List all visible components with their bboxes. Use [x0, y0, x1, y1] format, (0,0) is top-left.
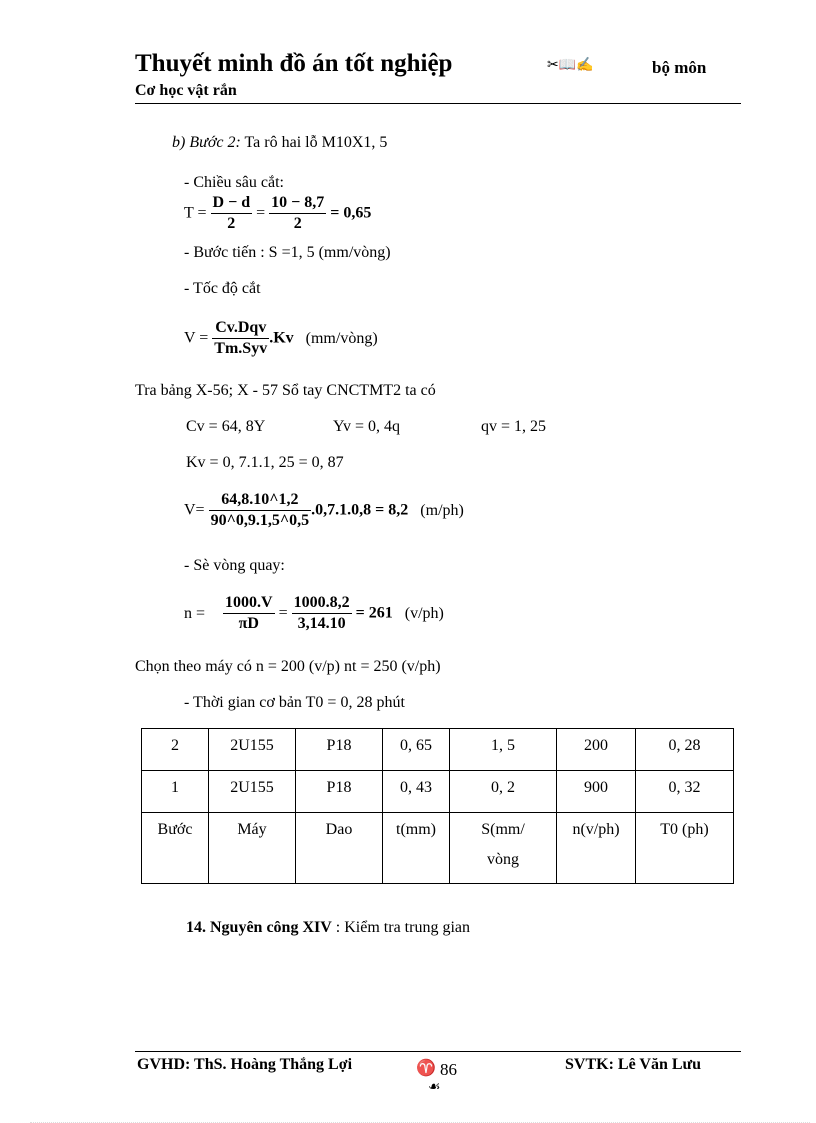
table-header-cell: n(v/ph): [557, 813, 636, 884]
table-cell: 2U155: [209, 771, 296, 813]
formula-V2-tail: .0,7.1.0,8 = 8,2: [311, 501, 409, 519]
formula-T-result: = 0,65: [330, 204, 372, 222]
fraction-denominator: 2: [227, 215, 236, 232]
fraction-rpm-values: [292, 593, 352, 634]
coef-yv: Yv = 0, 4q: [333, 418, 400, 435]
table-cell: 200: [557, 729, 636, 771]
document-subtitle: Cơ học vật rắn: [135, 82, 237, 99]
fraction-denominator: 3,14.10: [297, 615, 346, 632]
table-cell: P18: [296, 729, 383, 771]
table-header-cell: [450, 813, 557, 884]
formula-depth: [184, 193, 371, 234]
step-label: b) Bước 2:: [172, 134, 241, 151]
fraction-speed: [212, 318, 269, 359]
table-cell: 0, 43: [383, 771, 450, 813]
table-cell: 900: [557, 771, 636, 813]
table-cell: 2: [142, 729, 209, 771]
fraction-numerator: D − d: [211, 193, 253, 214]
footer-rule: [135, 1051, 741, 1052]
formula-speed: [184, 318, 378, 359]
formula-speed-values: [184, 490, 464, 531]
fraction-denominator: 90^0,9.1,5^0,5: [210, 512, 310, 529]
fraction-numerator: 1000.V: [223, 593, 275, 614]
department-label: bộ môn: [652, 58, 707, 77]
formula-n-lhs: n =: [184, 604, 206, 622]
fraction-numerator: 1000.8,2: [292, 593, 352, 614]
coef-kv: Kv = 0, 7.1.1, 25 = 0, 87: [186, 454, 344, 471]
formula-n-result: = 261: [355, 604, 393, 622]
formula-n-unit: (v/ph): [404, 604, 444, 622]
formula-V-unit: (mm/vòng): [305, 329, 378, 347]
table-header-cell: Máy: [209, 813, 296, 884]
feed-text: - Bước tiến : S =1, 5 (mm/vòng): [184, 244, 391, 261]
section-text: : Kiểm tra trung gian: [331, 919, 470, 936]
formula-n-eq: =: [278, 604, 288, 622]
header-s-line1: S(mm/: [481, 821, 525, 838]
machining-table: [141, 728, 734, 884]
fraction-numerator: 10 − 8,7: [269, 193, 326, 214]
section-heading: [186, 919, 470, 937]
footer-flourish-icon: ☙: [428, 1080, 441, 1095]
fraction-denominator: πD: [238, 615, 259, 632]
table-cell: 0, 2: [450, 771, 557, 813]
table-cell: P18: [296, 771, 383, 813]
choose-text: Chọn theo máy có n = 200 (v/p) nt = 250 (v/ph): [135, 658, 441, 675]
depth-label: - Chiều sâu cắt:: [184, 174, 284, 191]
basic-time-text: - Thời gian cơ bản T0 = 0, 28 phút: [184, 694, 405, 711]
fraction-denominator: 2: [293, 215, 302, 232]
table-cell: 0, 28: [636, 729, 734, 771]
footer-ornament-icon: ♈: [416, 1060, 436, 1077]
fraction-denominator: Tm.Syv: [214, 340, 268, 357]
lookup-text: Tra bảng X-56; X - 57 Sổ tay CNCTMT2 ta có: [135, 382, 436, 399]
step-text: Ta rô hai lỗ M10X1, 5: [240, 134, 388, 151]
table-cell: 2U155: [209, 729, 296, 771]
header-ornament-icon: ✂📖✍: [547, 58, 594, 73]
header-rule: [135, 103, 741, 104]
table-header-cell: t(mm): [383, 813, 450, 884]
fraction-values: [269, 193, 326, 234]
fraction-numerator: Cv.Dqv: [212, 318, 269, 339]
formula-rpm: [184, 593, 444, 634]
table-header-cell: T0 (ph): [636, 813, 734, 884]
header-s-line2: vòng: [487, 851, 519, 868]
page-number: 86: [440, 1060, 457, 1079]
table-header-cell: Dao: [296, 813, 383, 884]
fraction-speed-values: [209, 490, 312, 531]
table-cell: 0, 32: [636, 771, 734, 813]
formula-T-eq: =: [256, 204, 266, 222]
rpm-label: - Sè vòng quay:: [184, 557, 285, 574]
formula-V2-lhs: V=: [184, 501, 205, 519]
table-cell: 0, 65: [383, 729, 450, 771]
step-line: [172, 134, 387, 152]
student-label: SVTK: Lê Văn Lưu: [565, 1056, 702, 1073]
table-row: [142, 729, 734, 771]
table-header-row: [142, 813, 734, 884]
fraction-numerator: 64,8.10^1,2: [209, 490, 312, 511]
document-title: Thuyết minh đồ án tốt nghiệp: [135, 50, 453, 77]
speed-label: - Tốc độ cắt: [184, 280, 261, 297]
table-header-cell: Bước: [142, 813, 209, 884]
table-cell: 1, 5: [450, 729, 557, 771]
formula-V2-unit: (m/ph): [420, 501, 464, 519]
fraction-d-minus-d: [211, 193, 253, 234]
supervisor-label: GVHD: ThS. Hoàng Thắng Lợi: [137, 1056, 353, 1073]
coef-cv: Cv = 64, 8Y: [186, 418, 266, 435]
section-number-title: 14. Nguyên công XIV: [186, 919, 332, 936]
formula-V-lhs: V =: [184, 329, 209, 347]
coef-qv: qv = 1, 25: [481, 418, 547, 435]
table-cell: 1: [142, 771, 209, 813]
formula-T-lhs: T =: [184, 204, 207, 222]
fraction-rpm: [223, 593, 275, 634]
formula-V-tail: .Kv: [269, 329, 294, 347]
table-row: [142, 771, 734, 813]
